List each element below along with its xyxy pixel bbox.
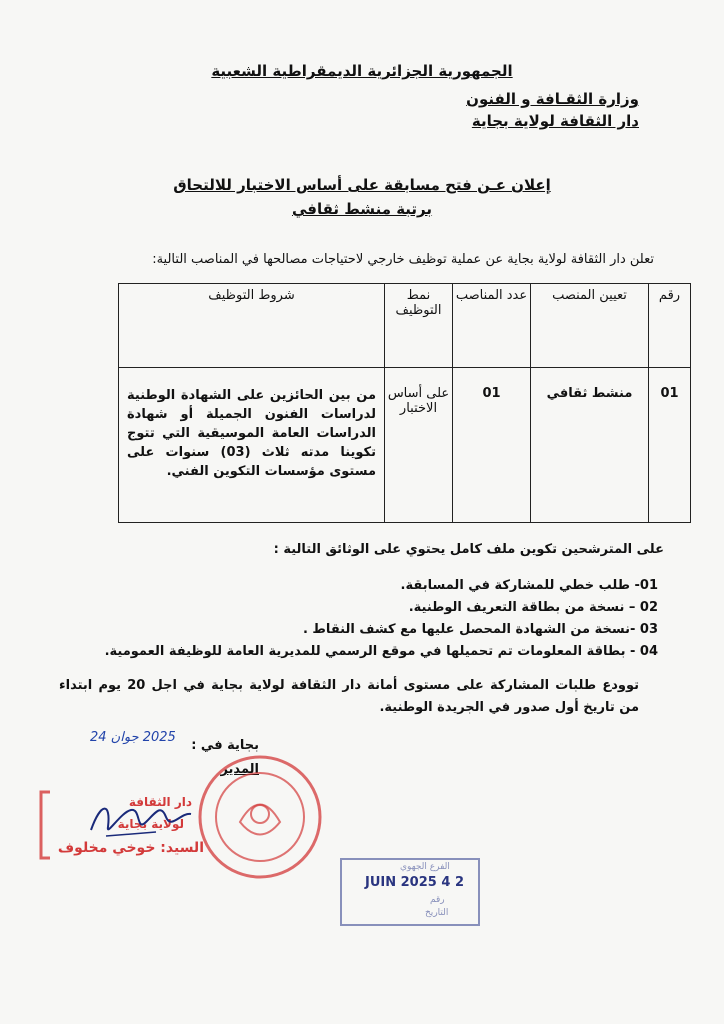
received-stamp-line: رقم [430,895,445,905]
documents-intro: على المترشحين تكوين ملف كامل يحتوي على الوثائق التالية : [273,542,664,557]
cell-number: 01 [649,368,691,523]
deposit-notice: توودع طلبات المشاركة على مستوى أمانة دار الثقافة لولاية بجاية في اجل 20 يوم ابتداء من تاريخ أول صدور في الجريدة الوطنية. [59,678,639,715]
stamp-bracket-icon [38,790,52,860]
announcement-title: إعلان عـن فتح مسابقة على أساس الاختبار للالتحاق [173,176,551,194]
posts-table [118,283,691,523]
document-item: 02 – نسخة من بطاقة التعريف الوطنية. [408,600,658,615]
announcement-subtitle: برتبة منشط ثقافي [291,200,433,218]
col-header-post: تعيين المنصب [531,284,649,368]
handwritten-date: 2025 جوان 24 [90,730,176,745]
republic-heading: الجمهورية الجزائرية الديمقراطية الشعبية [211,62,513,80]
table-row [119,368,691,523]
col-header-number: رقم [649,284,691,368]
cell-conditions: من بين الحائزين على الشهادة الوطنية لدراسات الفنون الجميلة أو شهادة الدراسات العامة الموسيقية التي تتوج تكوينا مدته ثلاث (03) سنوات على مستوى مؤسسات التكوين الفني. [119,368,385,523]
received-stamp-date: 2 4 JUIN 2025 [365,875,464,890]
document-item: 04 - بطاقة المعلومات تم تحميلها في موقع الرسمي للمديرية العامة للوظيفة العمومية. [104,644,658,659]
director-label: المدير [220,762,259,777]
signature-icon [86,792,196,842]
place-date-label: بجاية في : [191,738,259,753]
received-stamp-line: الفرع الجهوي [400,862,450,872]
document-item: 03 -نسخة من الشهادة المحصل عليها مع كشف النقاط . [302,622,658,637]
official-seal-icon [195,752,325,882]
stamp-line: دار الثقافة [128,795,192,809]
col-header-count: عدد المناصب [453,284,531,368]
signer-name: السيد: خوخي مخلوف [57,840,204,856]
stamp-line: لولاية بجاية [117,817,184,831]
col-header-mode: نمط التوظيف [385,284,453,368]
cell-mode: على أساس الاختبار [385,368,453,523]
document-item: 01- طلب خطي للمشاركة في المسابقة. [400,578,658,593]
cell-post: منشط ثقافي [531,368,649,523]
house-name: دار الثقافة لولاية بجاية [471,112,639,130]
ministry-name: وزارة الثقـافة و الفنون [466,90,639,108]
table-header-row [119,284,691,368]
received-stamp-line: التاريخ [425,908,449,918]
cell-count: 01 [453,368,531,523]
announcement-intro: تعلن دار الثقافة لولاية بجاية عن عملية توظيف خارجي لاحتياجات مصالحها في المناصب التالية: [152,252,654,267]
col-header-conditions: شروط التوظيف [119,284,385,368]
